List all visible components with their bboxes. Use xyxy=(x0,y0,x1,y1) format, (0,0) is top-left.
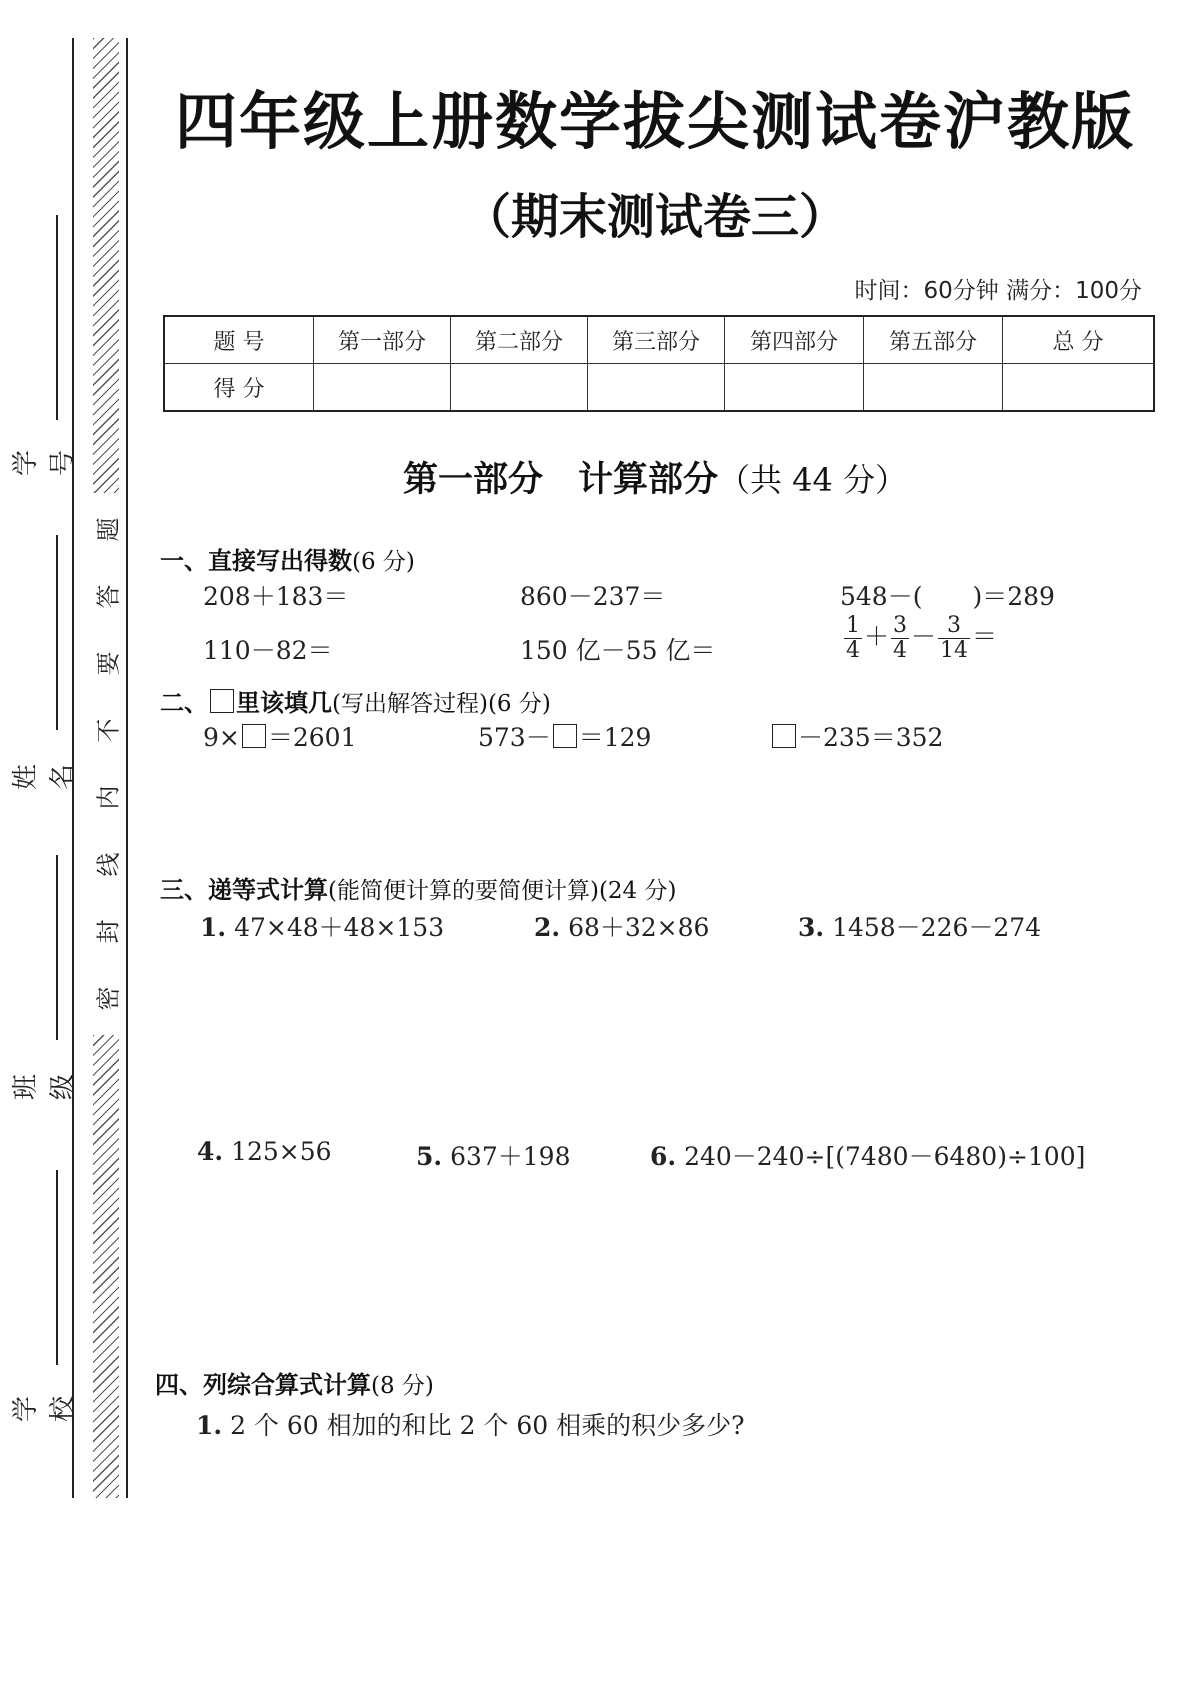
score-table-score-row xyxy=(164,364,1154,412)
seal-char: 要 xyxy=(94,651,123,676)
section3-heading xyxy=(160,870,676,905)
s3-problem xyxy=(798,908,1041,944)
numerator: 3 xyxy=(893,613,908,638)
school-label: 学校 xyxy=(11,1396,78,1423)
score-table-header-cell: 总 分 xyxy=(1003,316,1155,364)
fraction xyxy=(938,614,970,663)
problem-text: 2 个 60 相加的和比 2 个 60 相乘的积少多少? xyxy=(230,1411,745,1440)
section4-heading xyxy=(155,1365,434,1400)
seal-char: 封 xyxy=(94,919,123,944)
section2-heading xyxy=(160,683,551,718)
seal-char: 不 xyxy=(94,718,123,743)
section2-heading-text: 里该填几 xyxy=(236,689,332,717)
class-label: 班级 xyxy=(11,1074,78,1101)
score-cell-part2[interactable] xyxy=(451,364,588,412)
s2-problem xyxy=(203,718,356,754)
s2-expr-post: －235＝352 xyxy=(798,723,944,752)
problem-number: 4. xyxy=(197,1137,224,1166)
seal-char: 答 xyxy=(94,584,123,609)
score-table-header-cell: 第三部分 xyxy=(588,316,725,364)
s3-problem xyxy=(197,1137,332,1166)
student-name-blank[interactable] xyxy=(56,535,58,730)
score-cell-part1[interactable] xyxy=(314,364,451,412)
problem-expr: 637＋198 xyxy=(450,1142,571,1171)
hatch-pattern-bottom xyxy=(93,1035,119,1498)
exam-subtitle: （期末测试卷三） xyxy=(462,189,847,245)
operator: ＋ xyxy=(864,622,890,651)
score-cell-part4[interactable] xyxy=(725,364,864,412)
s1-problem: 860－237＝ xyxy=(520,582,666,611)
exam-title: 四年级上册数学拔尖测试卷沪教版 xyxy=(174,85,1135,158)
s3-problem xyxy=(650,1137,1085,1173)
section1-points: (6 分) xyxy=(352,549,415,575)
s1-problem: 548－( )＝289 xyxy=(840,582,1055,611)
score-table-header-cell: 第四部分 xyxy=(725,316,864,364)
seal-char: 题 xyxy=(94,517,123,542)
seal-char: 密 xyxy=(94,986,123,1011)
blank-box-icon xyxy=(210,689,234,713)
section4-heading-text: 四、列综合算式计算 xyxy=(155,1371,371,1399)
s3-problem xyxy=(534,908,709,944)
section3-points: (能简便计算的要简便计算)(24 分) xyxy=(328,878,677,904)
s2-expr-post: ＝2601 xyxy=(267,723,357,752)
fraction xyxy=(891,614,909,663)
section4-points: (8 分) xyxy=(371,1373,434,1399)
hatch-pattern-top xyxy=(93,38,119,493)
student-name-label: 姓名 xyxy=(11,764,78,791)
s1-problem: 208＋183＝ xyxy=(203,582,349,611)
problem-number: 5. xyxy=(416,1142,443,1171)
problem-number: 3. xyxy=(798,913,825,942)
answer-box[interactable] xyxy=(242,724,266,748)
score-table-header-cell: 第五部分 xyxy=(864,316,1003,364)
section3-heading-text: 三、递等式计算 xyxy=(160,876,328,904)
part1-points: （共 44 分） xyxy=(717,461,908,499)
s2-problem xyxy=(478,718,651,754)
answer-box[interactable] xyxy=(772,724,796,748)
score-row-label: 得 分 xyxy=(164,364,314,412)
problem-expr: 68＋32×86 xyxy=(568,913,710,942)
score-table-header-cell: 题 号 xyxy=(164,316,314,364)
part1-title xyxy=(160,452,1150,502)
problem-expr: 1458－226－274 xyxy=(832,913,1042,942)
s2-problem xyxy=(770,718,943,754)
problem-number: 6. xyxy=(650,1142,677,1171)
problem-expr: 125×56 xyxy=(231,1137,332,1166)
problem-expr: 47×48＋48×153 xyxy=(234,913,445,942)
section1-heading xyxy=(160,541,415,576)
binding-line-right xyxy=(126,38,128,1498)
numerator: 1 xyxy=(846,613,860,638)
s1-problem: 110－82＝ xyxy=(203,636,333,665)
s3-problem xyxy=(416,1137,571,1173)
part1-title-text: 第一部分 计算部分 xyxy=(402,459,718,500)
s3-problem xyxy=(200,908,444,944)
section1-heading-text: 一、直接写出得数 xyxy=(160,547,352,575)
answer-box[interactable] xyxy=(553,724,577,748)
student-id-blank[interactable] xyxy=(56,215,58,420)
class-blank[interactable] xyxy=(56,855,58,1040)
s4-problem xyxy=(196,1406,745,1442)
problem-expr: 240－240÷[(7480－6480)÷100] xyxy=(684,1142,1086,1171)
s2-expr-post: ＝129 xyxy=(578,723,652,752)
fraction xyxy=(844,614,862,663)
score-cell-part3[interactable] xyxy=(588,364,725,412)
problem-number: 1. xyxy=(200,913,227,942)
s1-problem: 150 亿－55 亿＝ xyxy=(520,636,716,665)
operator: － xyxy=(911,622,937,651)
s2-expr-pre: 573－ xyxy=(478,723,551,752)
score-table-header-row xyxy=(164,316,1154,364)
denominator: 14 xyxy=(940,638,969,663)
student-id-label: 学号 xyxy=(11,450,78,477)
s1-fraction-problem xyxy=(842,614,997,663)
denominator: 4 xyxy=(846,638,860,663)
section2-heading-prefix: 二、 xyxy=(160,689,208,717)
numerator: 3 xyxy=(938,614,970,639)
section2-points: (写出解答过程)(6 分) xyxy=(332,691,551,717)
score-table xyxy=(163,315,1155,412)
score-cell-total[interactable] xyxy=(1003,364,1155,412)
seal-char: 内 xyxy=(94,785,123,810)
school-blank[interactable] xyxy=(56,1170,58,1365)
denominator: 4 xyxy=(893,638,908,663)
time-and-score-info: 时间：60分钟 满分：100分 xyxy=(854,278,1142,304)
seal-char: 线 xyxy=(94,852,123,877)
score-table-header-cell: 第一部分 xyxy=(314,316,451,364)
s2-expr-pre: 9× xyxy=(203,723,240,752)
score-cell-part5[interactable] xyxy=(864,364,1003,412)
problem-number: 2. xyxy=(534,913,561,942)
problem-number: 1. xyxy=(196,1411,223,1440)
equals-sign: ＝ xyxy=(972,622,998,651)
score-table-header-cell: 第二部分 xyxy=(451,316,588,364)
